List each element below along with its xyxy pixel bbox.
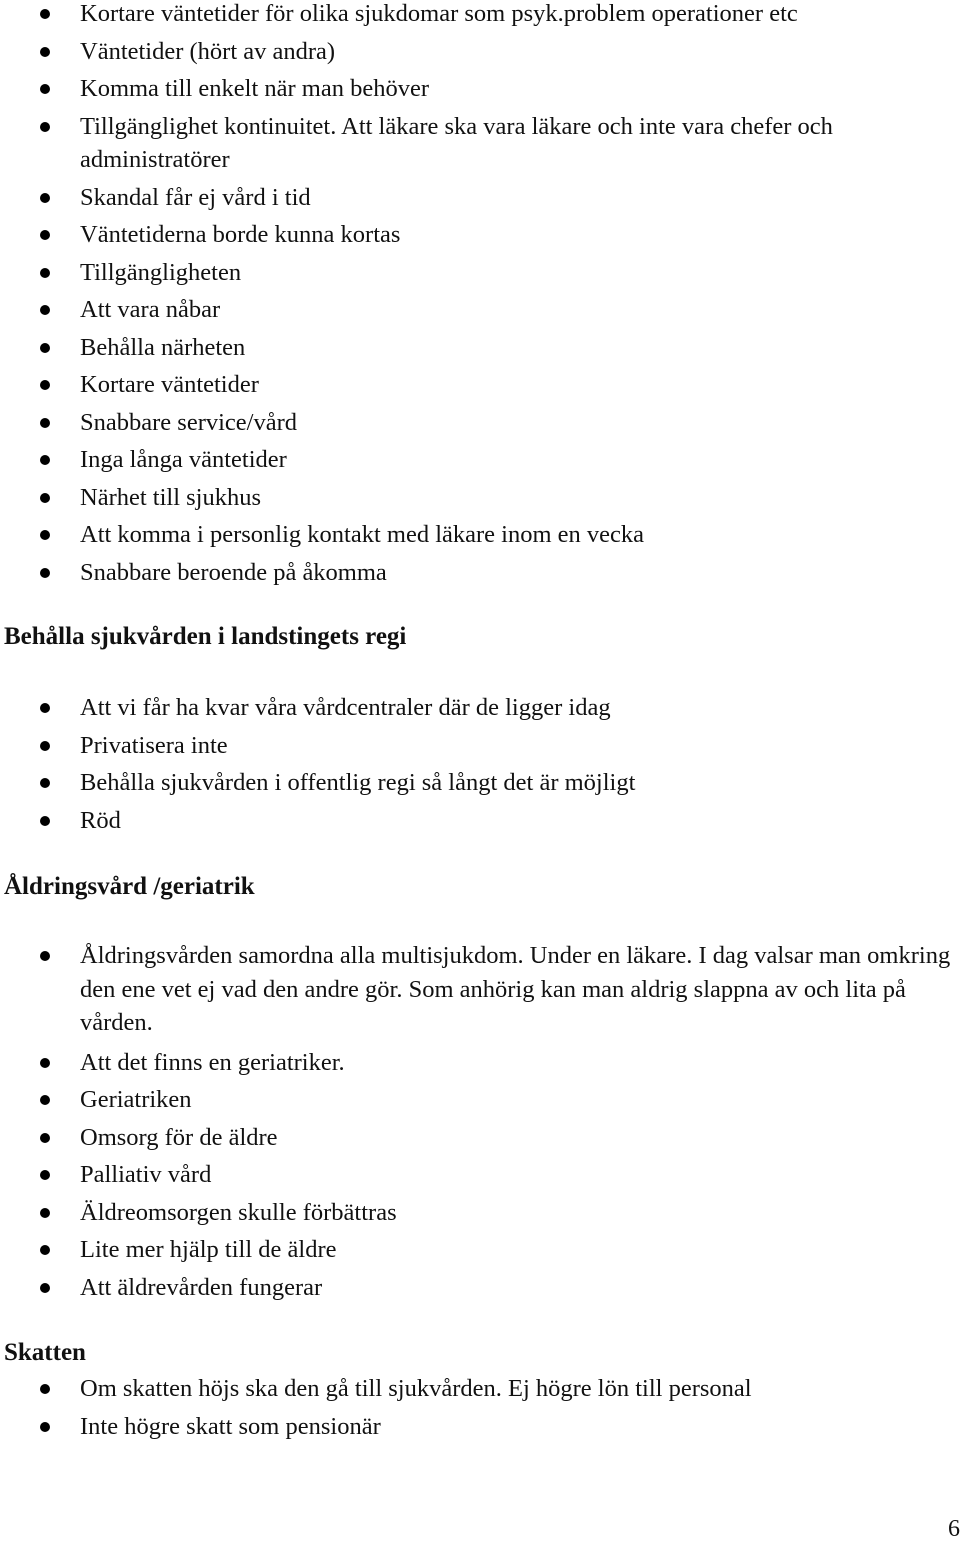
list-item: Skandal får ej vård i tid xyxy=(0,179,960,217)
bullet-icon xyxy=(40,778,50,788)
bullet-icon xyxy=(40,418,50,428)
bullet-icon xyxy=(40,1208,50,1218)
list-item: Kortare väntetider för olika sjukdomar som psyk.problem operationer etc xyxy=(0,0,960,33)
list-item: Snabbare beroende på åkomma xyxy=(0,554,960,592)
bullet-icon xyxy=(40,1133,50,1143)
list-item: Privatisera inte xyxy=(0,727,960,765)
bullet-icon xyxy=(40,951,50,961)
list-item: Tillgängligheten xyxy=(0,254,960,292)
list-item: Väntetider (hört av andra) xyxy=(0,33,960,71)
bullet-icon xyxy=(40,530,50,540)
bullet-icon xyxy=(40,1283,50,1293)
bullet-icon xyxy=(40,380,50,390)
bullet-icon xyxy=(40,1422,50,1432)
section-heading-geriatrics: Åldringsvård /geriatrik xyxy=(4,873,255,900)
list-item: Omsorg för de äldre xyxy=(0,1119,960,1157)
section-heading-tax: Skatten xyxy=(4,1339,86,1366)
bullet-icon xyxy=(40,84,50,94)
bullet-icon xyxy=(40,568,50,578)
list-item: Att äldrevården fungerar xyxy=(0,1269,960,1307)
list-item: Röd xyxy=(0,802,960,840)
bullet-icon xyxy=(40,1245,50,1255)
bullet-icon xyxy=(40,193,50,203)
bullet-icon xyxy=(40,230,50,240)
list-item: Tillgänglighet kontinuitet. Att läkare ska vara läkare och inte vara chefer och administratörer xyxy=(0,110,960,177)
bullet-icon xyxy=(40,305,50,315)
list-item: Snabbare service/vård xyxy=(0,404,960,442)
page-number: 6 xyxy=(948,1516,960,1542)
list-item: Lite mer hjälp till de äldre xyxy=(0,1231,960,1269)
list-item: Om skatten höjs ska den gå till sjukvården. Ej högre lön till personal xyxy=(0,1370,960,1408)
bullet-icon xyxy=(40,122,50,132)
list-item: Behålla sjukvården i offentlig regi så långt det är möjligt xyxy=(0,764,960,802)
list-item: Äldreomsorgen skulle förbättras xyxy=(0,1194,960,1232)
list-item: Åldringsvården samordna alla multisjukdom. Under en läkare. I dag valsar man omkring den ene vet ej vad den andre gör. Som anhörig kan man aldrig slappna av och lita på vården. xyxy=(0,939,960,1040)
bullet-list-tax xyxy=(0,1370,960,1445)
bullet-list-landsting xyxy=(0,689,960,839)
bullet-list-geriatrics xyxy=(0,939,960,1306)
bullet-icon xyxy=(40,1384,50,1394)
bullet-icon xyxy=(40,1170,50,1180)
bullet-icon xyxy=(40,455,50,465)
list-item: Väntetiderna borde kunna kortas xyxy=(0,216,960,254)
bullet-icon xyxy=(40,703,50,713)
list-item: Att vi får ha kvar våra vårdcentraler där de ligger idag xyxy=(0,689,960,727)
section-heading-landsting: Behålla sjukvården i landstingets regi xyxy=(4,623,407,650)
list-item: Inga långa väntetider xyxy=(0,441,960,479)
bullet-icon xyxy=(40,1058,50,1068)
bullet-icon xyxy=(40,741,50,751)
bullet-icon xyxy=(40,493,50,503)
bullet-list-waiting-times xyxy=(0,0,960,591)
list-item: Att det finns en geriatriker. xyxy=(0,1044,960,1082)
list-item: Inte högre skatt som pensionär xyxy=(0,1408,960,1446)
list-item: Palliativ vård xyxy=(0,1156,960,1194)
bullet-icon xyxy=(40,268,50,278)
bullet-icon xyxy=(40,816,50,826)
bullet-icon xyxy=(40,47,50,57)
bullet-icon xyxy=(40,1095,50,1105)
list-item: Behålla närheten xyxy=(0,329,960,367)
bullet-icon xyxy=(40,9,50,19)
list-item: Att komma i personlig kontakt med läkare inom en vecka xyxy=(0,516,960,554)
bullet-icon xyxy=(40,343,50,353)
list-item: Att vara nåbar xyxy=(0,291,960,329)
list-item: Närhet till sjukhus xyxy=(0,479,960,517)
list-item: Komma till enkelt när man behöver xyxy=(0,70,960,108)
list-item: Geriatriken xyxy=(0,1081,960,1119)
list-item: Kortare väntetider xyxy=(0,366,960,404)
